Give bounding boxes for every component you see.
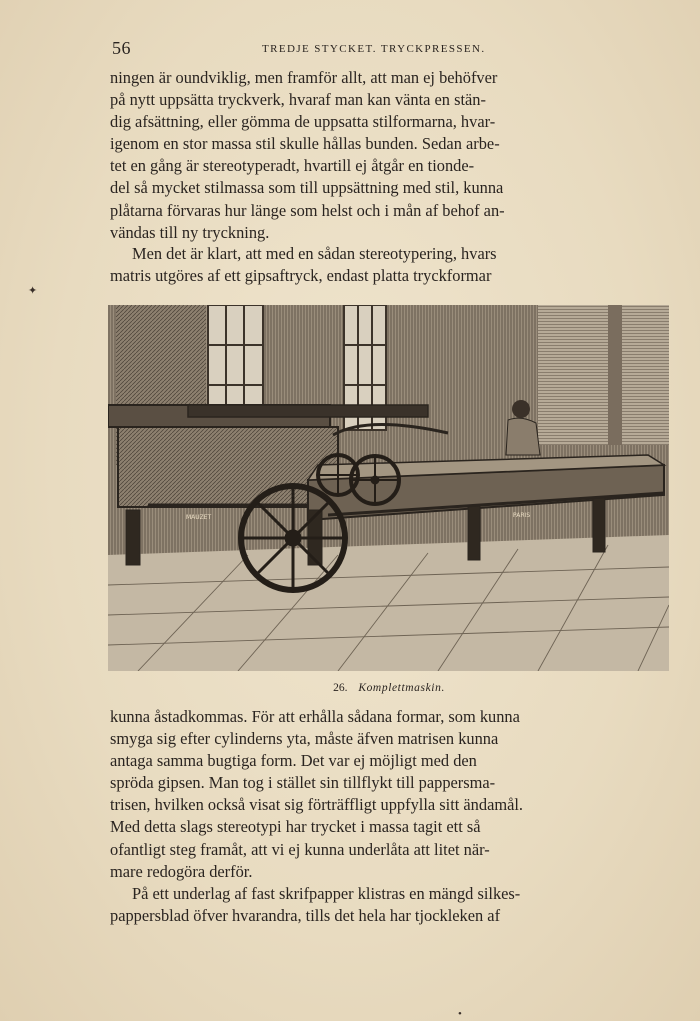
text-line: mare redogöra derför. <box>110 861 253 881</box>
page-number: 56 <box>112 38 131 58</box>
text-line: matris utgöres af ett gipsaftryck, endast platta tryckformar <box>110 266 492 286</box>
text-line: dig afsättning, eller gömma de uppsatta stilformarna, hvar- <box>110 112 496 132</box>
text-line: på nytt uppsätta tryckverk, hvaraf man kan vänta en stän- <box>110 90 486 110</box>
text-line: antaga samma bugtiga form. Det var ej möjligt med den <box>110 751 477 771</box>
text-line: ningen är oundviklig, men framför allt, att man ej behöfver <box>110 68 498 87</box>
text-line: vändas till ny tryckning. <box>110 222 270 242</box>
page-header <box>112 38 668 60</box>
plate-left-text: MAUZET <box>186 514 212 521</box>
text-line: plåtarna förvaras hur länge som helst och i mån af behof an- <box>110 200 505 220</box>
text-line: del så mycket stilmassa som till uppsättning med stil, kunna <box>110 178 504 198</box>
text-line: smyga sig efter cylinderns yta, måste äfven matrisen kunna <box>110 729 499 749</box>
flywheel <box>241 486 345 590</box>
press-machine-engraving <box>108 305 669 671</box>
figure-caption <box>110 682 668 694</box>
figure-number: 26. <box>333 682 348 694</box>
text-line: spröda gipsen. Man tog i stället sin tillflykt till pappersma- <box>110 773 496 793</box>
text-line: tet en gång är stereotyperadt, hvartill ej åtgår en tionde- <box>110 156 475 176</box>
bottom-speck: • <box>458 1008 462 1020</box>
running-title: TREDJE STYCKET. TRYCKPRESSEN. <box>262 43 486 55</box>
paragraph-3 <box>110 706 668 927</box>
text-line: pappersblad öfver hvarandra, tills det hela har tjockleken af <box>110 905 501 925</box>
text-line: ofantligt steg framåt, att vi ej kunna underlåta att litet när- <box>110 839 490 859</box>
text-line: igenom en stor massa stil skulle hållas bunden. Sedan arbe- <box>110 134 500 154</box>
paragraph-2 <box>110 243 668 287</box>
text-line: kunna åstadkommas. För att erhålla sådana formar, som kunna <box>110 707 520 726</box>
paragraph-1 <box>110 67 668 244</box>
text-line: På ett underlag af fast skrifpapper klistras en mängd silkes- <box>132 883 521 903</box>
plate-right-text: PARIS <box>513 512 531 519</box>
text-line: Men det är klart, att med en sådan stereotypering, hvars <box>132 244 497 263</box>
text-line: trisen, hvilken också visat sig förträffligt uppfylla sitt ändamål. <box>110 795 524 815</box>
margin-speck: ✦ <box>28 285 38 297</box>
text-line: Med detta slags stereotypi har trycket i massa tagit ett så <box>110 817 481 837</box>
figure-illustration <box>108 305 669 671</box>
figure-title: Komplettmaskin. <box>358 682 445 694</box>
